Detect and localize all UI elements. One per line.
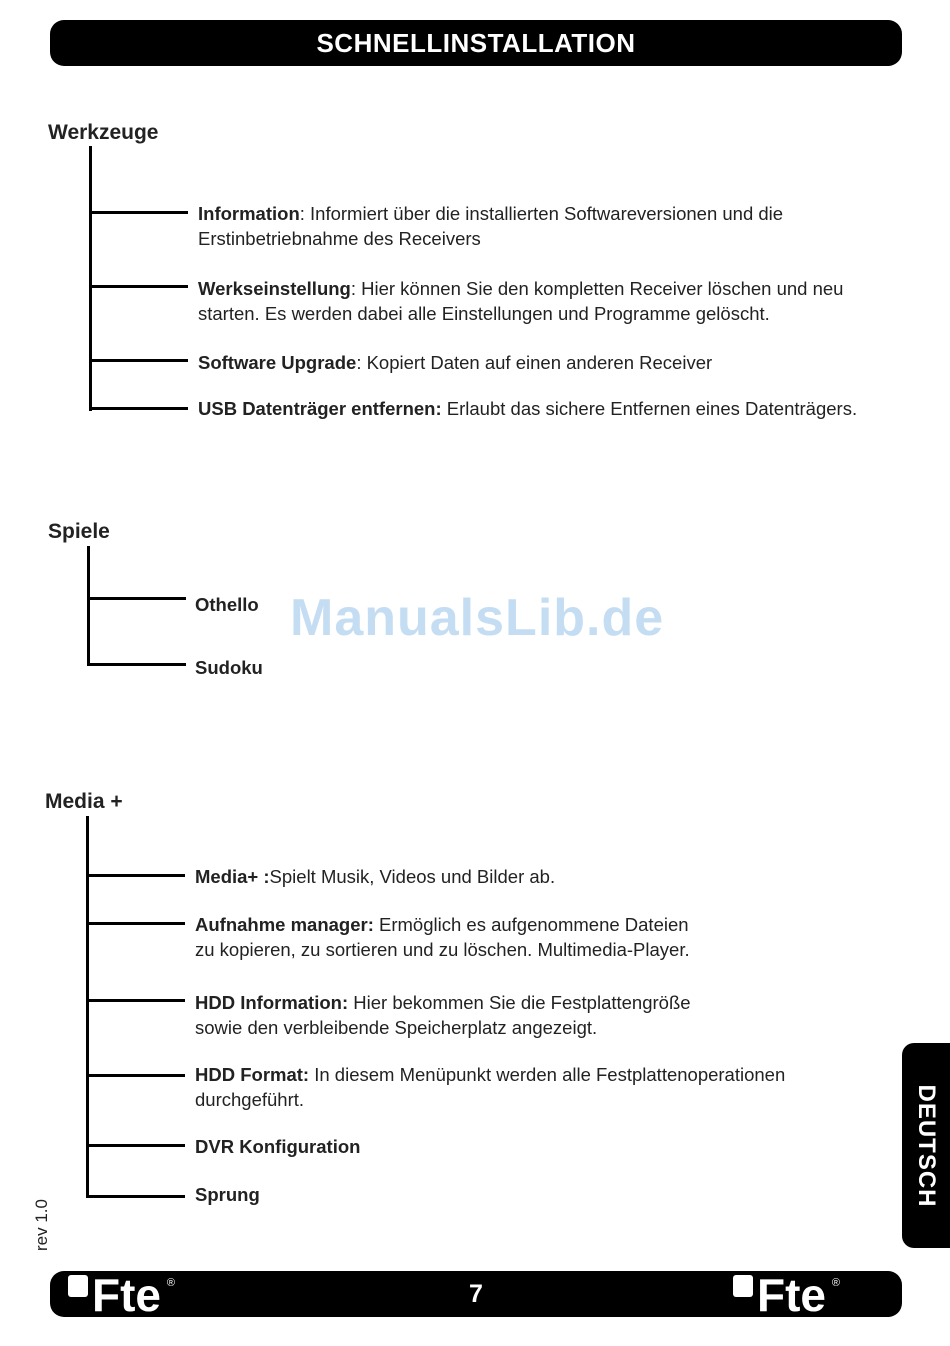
menu-entry-othello [195,592,259,617]
menu-entry-sprung [195,1182,260,1207]
menu-entry-hdd-information [195,990,895,1040]
logo-text: Fte [92,1269,161,1321]
menu-entry-werkseinstellung [198,276,908,326]
tree-branch [86,874,185,877]
language-tab-label: DEUTSCH [913,1083,940,1208]
section-title-spiele: Spiele [48,520,110,543]
page-number: 7 [469,1280,483,1308]
revision-text: rev 1.0 [32,1199,51,1251]
tree-branch [86,1074,185,1077]
menu-entry-media-plus [195,864,875,889]
language-tab [902,1043,950,1248]
registered-mark: ® [831,1277,840,1289]
tree-branch [89,285,188,288]
entry-label: HDD Information: [195,992,349,1013]
section-title-werkzeuge: Werkzeuge [48,121,159,144]
menu-entry-usb-entfernen [198,396,918,421]
entry-description: durchgeführt. [195,1089,305,1110]
tree-branch [86,922,185,925]
registered-mark: ® [166,1277,175,1289]
tree-branch [86,1195,185,1198]
entry-label: Othello [195,594,259,615]
tree-branch [89,359,188,362]
menu-entry-aufnahme-manager [195,912,895,962]
tree-branch [89,407,188,410]
entry-label: Werkseinstellung [198,278,351,299]
page-header [50,20,902,66]
fte-logo-right [733,1269,840,1321]
watermark: ManualsLib.de [290,589,665,647]
entry-description: sowie den verbleibende Speicherplatz angezeigt. [195,1017,598,1038]
menu-entry-dvr-konfiguration [195,1134,360,1159]
entry-description: Ermöglich es aufgenommene Dateien [373,914,689,935]
menu-entry-sudoku [195,655,263,680]
entry-label: Aufnahme manager: [195,914,374,935]
entry-label: Sprung [195,1184,260,1205]
menu-entry-information [198,201,908,251]
menu-entry-hdd-format [195,1062,895,1112]
entry-description: : Kopiert Daten auf einen anderen Receiver [356,352,713,373]
page-footer [50,1269,902,1321]
entry-description: Hier bekommen Sie die Festplattengröße [348,992,691,1013]
tree-branch [86,1144,185,1147]
logo-text: Fte [757,1269,826,1321]
entry-description: : Hier können Sie den kompletten Receiver löschen und neu starten. Es werden dabei alle Einstellungen und Programme gelöscht. [198,278,844,324]
menu-entry-software-upgrade [198,350,908,375]
entry-label: Software Upgrade [198,352,357,373]
revision-label [30,1200,54,1250]
entry-label: HDD Format: [195,1064,310,1085]
entry-description: Spielt Musik, Videos und Bilder ab. [269,866,556,887]
page-title: SCHNELLINSTALLATION [316,28,636,58]
entry-description: In diesem Menüpunkt werden alle Festplattenoperationen [309,1064,786,1085]
entry-description: Erlaubt das sichere Entfernen eines Datenträgers. [441,398,858,419]
entry-label: Information [198,203,300,224]
entry-label: USB Datenträger entfernen: [198,398,442,419]
entry-label: Media+ : [195,866,270,887]
tree-branch [87,597,186,600]
entry-description: zu kopieren, zu sortieren und zu löschen. Multimedia-Player. [195,939,690,960]
logo-block-icon [733,1275,753,1297]
section-title-media: Media + [45,790,123,813]
tree-branch [87,663,186,666]
tree-branch [89,211,188,214]
entry-label: DVR Konfiguration [195,1136,361,1157]
tree-trunk-werkzeuge [89,146,92,411]
tree-trunk-spiele [87,546,90,666]
entry-description: : Informiert über die installierten Softwareversionen und die Erstinbetriebnahme des Receivers [198,203,784,249]
entry-label: Sudoku [195,657,263,678]
tree-branch [86,999,185,1002]
